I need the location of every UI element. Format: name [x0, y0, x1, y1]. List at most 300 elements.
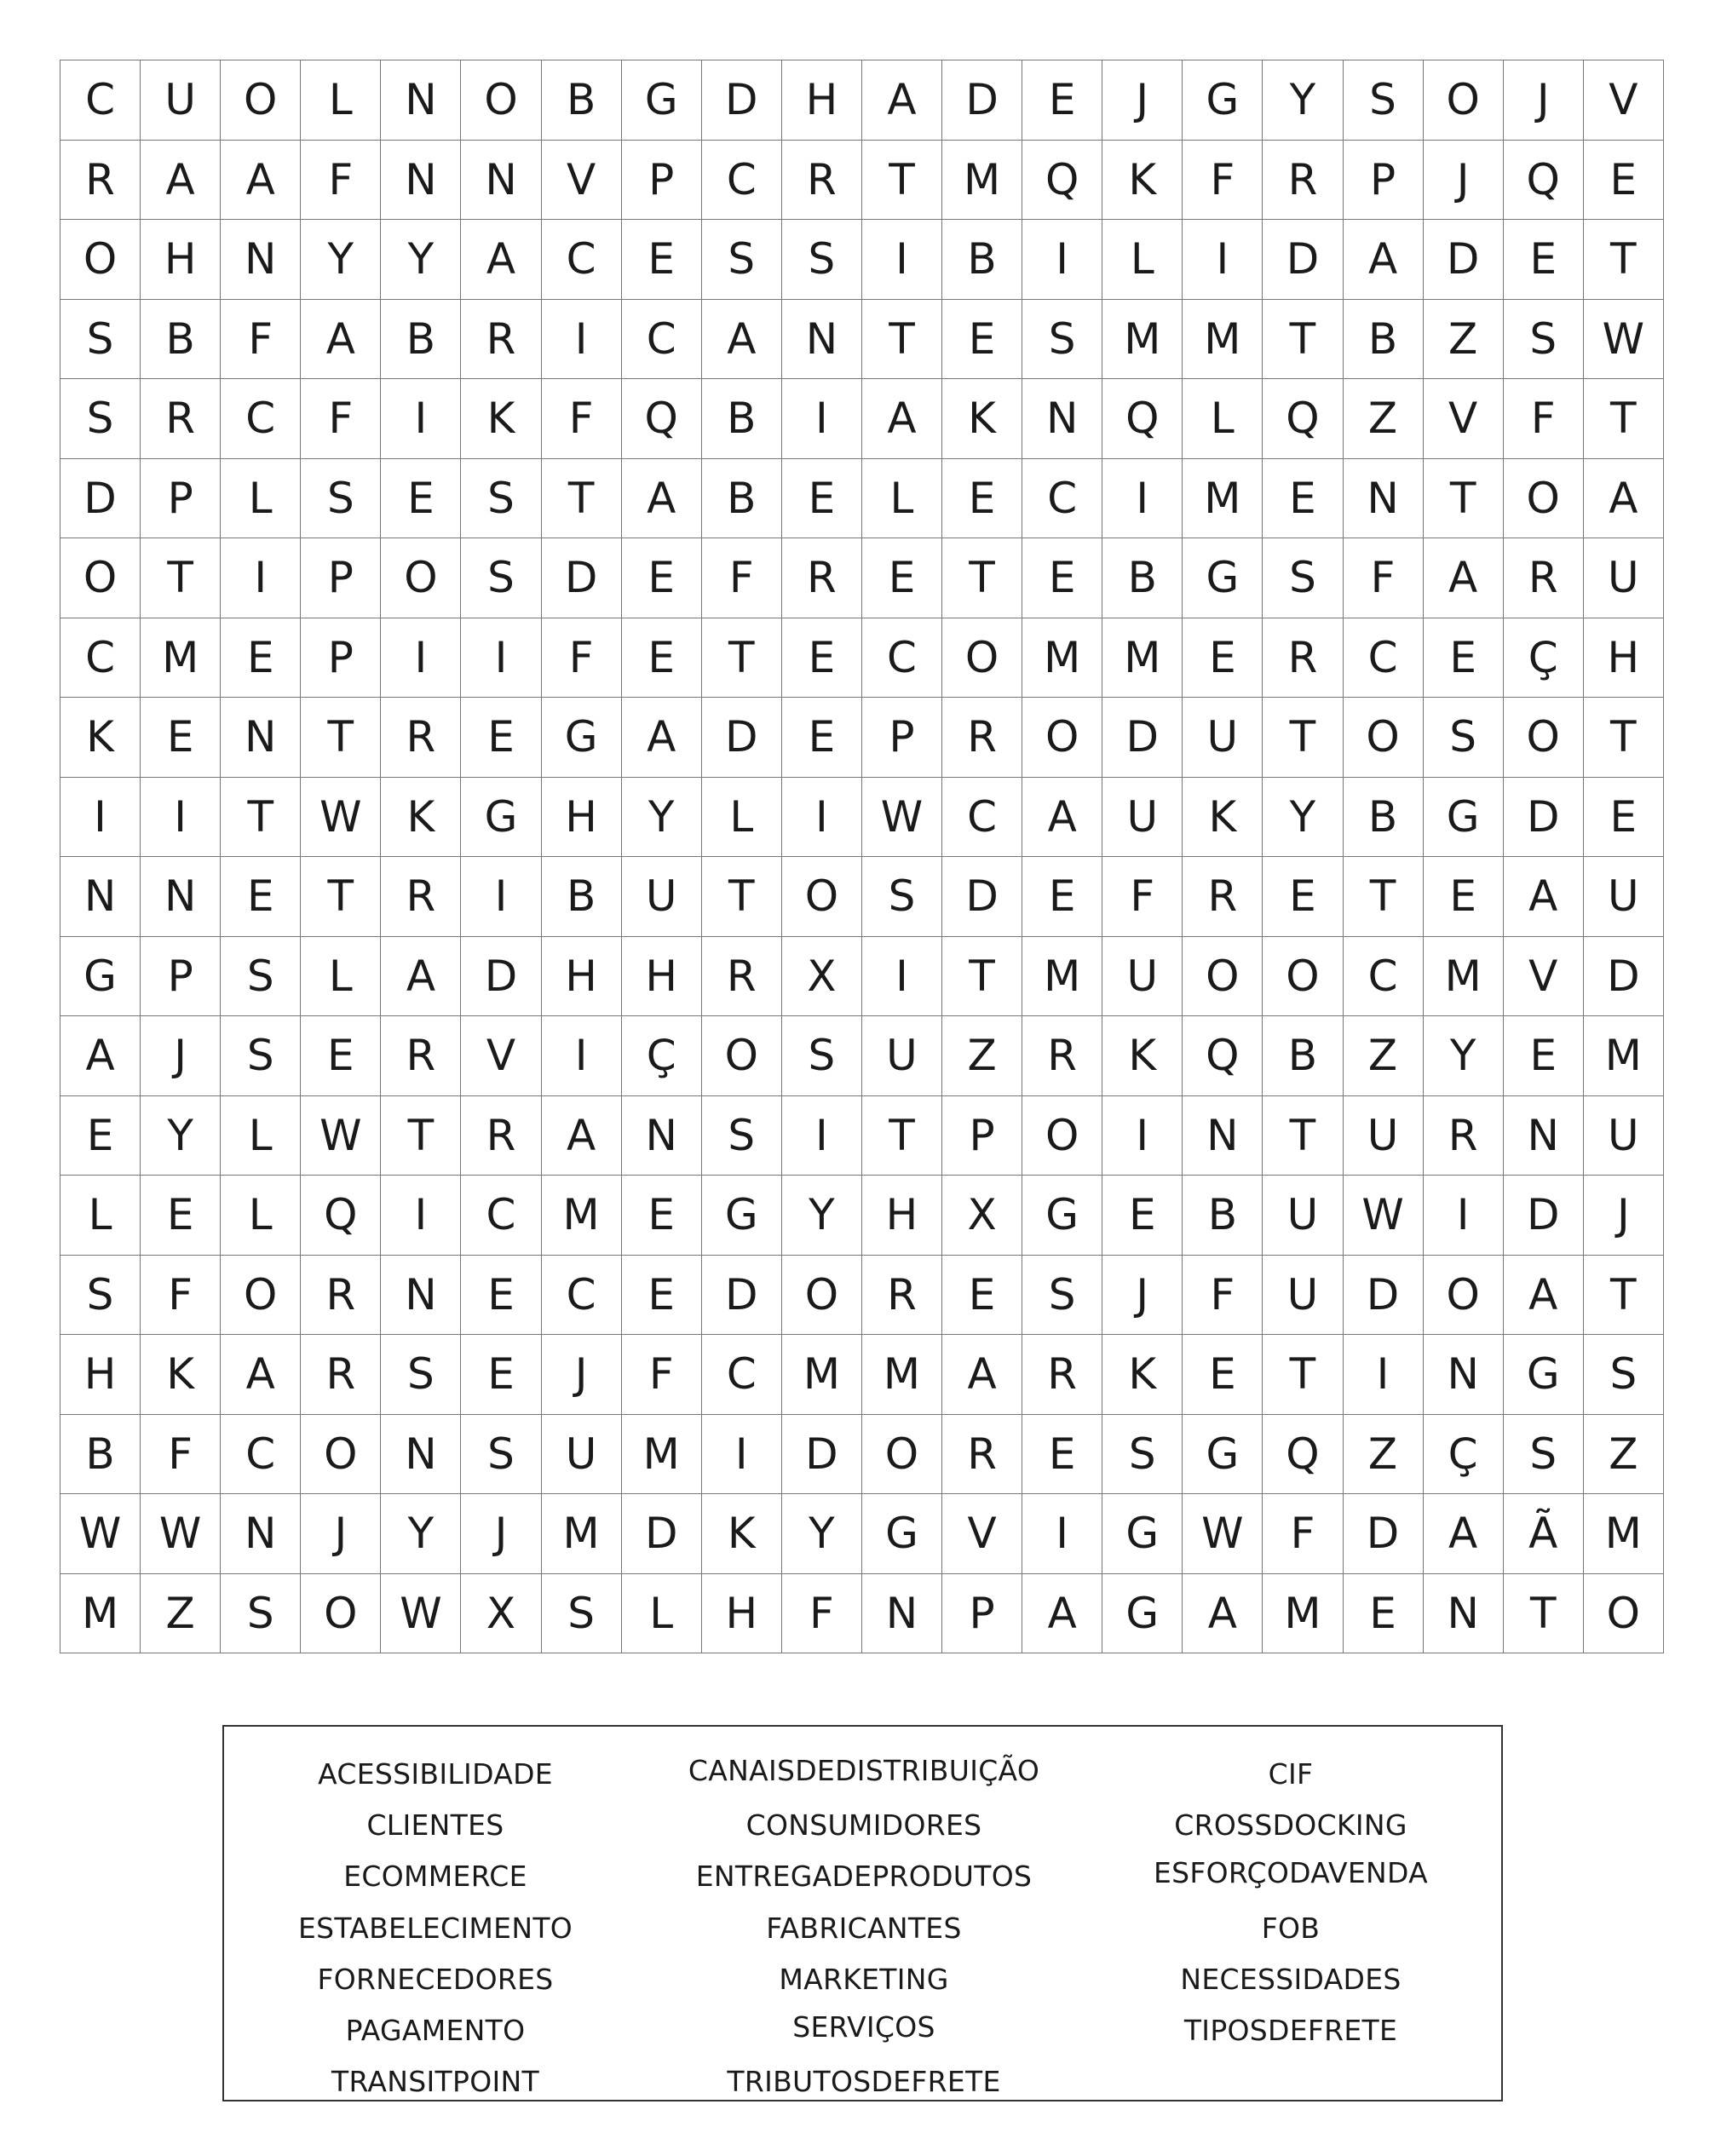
grid-cell[interactable]: G: [1503, 1335, 1583, 1415]
grid-cell[interactable]: S: [1263, 538, 1343, 618]
grid-cell[interactable]: N: [381, 60, 461, 141]
grid-cell[interactable]: T: [942, 936, 1022, 1016]
grid-cell[interactable]: S: [1503, 1414, 1583, 1494]
grid-cell[interactable]: R: [381, 698, 461, 778]
grid-cell[interactable]: D: [781, 1414, 861, 1494]
grid-cell[interactable]: J: [1102, 1255, 1183, 1335]
grid-cell[interactable]: W: [1343, 1176, 1423, 1256]
grid-cell[interactable]: R: [1183, 857, 1263, 937]
grid-cell[interactable]: M: [781, 1335, 861, 1415]
grid-cell[interactable]: T: [1583, 1255, 1663, 1335]
grid-cell[interactable]: G: [1183, 1414, 1263, 1494]
grid-cell[interactable]: A: [1423, 1494, 1503, 1574]
grid-cell[interactable]: F: [141, 1255, 221, 1335]
grid-cell[interactable]: Ç: [621, 1016, 701, 1096]
grid-cell[interactable]: L: [221, 1095, 301, 1176]
grid-cell[interactable]: E: [301, 1016, 381, 1096]
grid-cell[interactable]: G: [1022, 1176, 1102, 1256]
grid-cell[interactable]: D: [1263, 220, 1343, 300]
grid-cell[interactable]: D: [1503, 1176, 1583, 1256]
grid-cell[interactable]: Z: [141, 1573, 221, 1653]
grid-cell[interactable]: Y: [301, 220, 381, 300]
grid-cell[interactable]: E: [621, 1176, 701, 1256]
grid-cell[interactable]: S: [701, 220, 781, 300]
grid-cell[interactable]: F: [701, 538, 781, 618]
grid-cell[interactable]: O: [1423, 1255, 1503, 1335]
grid-cell[interactable]: J: [1423, 140, 1503, 220]
grid-cell[interactable]: U: [1102, 936, 1183, 1016]
grid-cell[interactable]: W: [381, 1573, 461, 1653]
grid-cell[interactable]: U: [141, 60, 221, 141]
grid-cell[interactable]: E: [942, 458, 1022, 538]
grid-cell[interactable]: J: [541, 1335, 621, 1415]
grid-cell[interactable]: R: [1263, 618, 1343, 698]
grid-cell[interactable]: R: [60, 140, 141, 220]
grid-cell[interactable]: M: [1022, 936, 1102, 1016]
grid-cell[interactable]: C: [461, 1176, 541, 1256]
grid-cell[interactable]: A: [141, 140, 221, 220]
grid-cell[interactable]: W: [301, 777, 381, 857]
grid-cell[interactable]: D: [1343, 1494, 1423, 1574]
grid-cell[interactable]: C: [221, 1414, 301, 1494]
grid-cell[interactable]: C: [221, 379, 301, 459]
grid-cell[interactable]: F: [1343, 538, 1423, 618]
grid-cell[interactable]: A: [1583, 458, 1663, 538]
grid-cell[interactable]: E: [781, 618, 861, 698]
grid-cell[interactable]: E: [781, 698, 861, 778]
grid-cell[interactable]: P: [301, 618, 381, 698]
grid-cell[interactable]: T: [701, 857, 781, 937]
grid-cell[interactable]: K: [461, 379, 541, 459]
grid-cell[interactable]: Z: [1423, 299, 1503, 379]
grid-cell[interactable]: H: [60, 1335, 141, 1415]
grid-cell[interactable]: I: [1102, 458, 1183, 538]
grid-cell[interactable]: K: [701, 1494, 781, 1574]
grid-cell[interactable]: Q: [1102, 379, 1183, 459]
grid-cell[interactable]: R: [781, 538, 861, 618]
grid-cell[interactable]: C: [1022, 458, 1102, 538]
grid-cell[interactable]: F: [1503, 379, 1583, 459]
grid-cell[interactable]: F: [1263, 1494, 1343, 1574]
grid-cell[interactable]: S: [381, 1335, 461, 1415]
grid-cell[interactable]: A: [1022, 777, 1102, 857]
grid-cell[interactable]: V: [541, 140, 621, 220]
grid-cell[interactable]: D: [701, 698, 781, 778]
grid-cell[interactable]: L: [60, 1176, 141, 1256]
grid-cell[interactable]: R: [381, 1016, 461, 1096]
grid-cell[interactable]: N: [1183, 1095, 1263, 1176]
grid-cell[interactable]: S: [60, 1255, 141, 1335]
grid-cell[interactable]: T: [541, 458, 621, 538]
grid-cell[interactable]: C: [1343, 618, 1423, 698]
grid-cell[interactable]: U: [861, 1016, 941, 1096]
grid-cell[interactable]: P: [141, 936, 221, 1016]
grid-cell[interactable]: S: [461, 538, 541, 618]
grid-cell[interactable]: V: [461, 1016, 541, 1096]
grid-cell[interactable]: X: [781, 936, 861, 1016]
grid-cell[interactable]: S: [461, 1414, 541, 1494]
grid-cell[interactable]: R: [1263, 140, 1343, 220]
grid-cell[interactable]: R: [1423, 1095, 1503, 1176]
grid-cell[interactable]: K: [942, 379, 1022, 459]
grid-cell[interactable]: N: [141, 857, 221, 937]
grid-cell[interactable]: O: [861, 1414, 941, 1494]
grid-cell[interactable]: U: [1583, 1095, 1663, 1176]
grid-cell[interactable]: G: [1102, 1573, 1183, 1653]
grid-cell[interactable]: R: [781, 140, 861, 220]
grid-cell[interactable]: N: [861, 1573, 941, 1653]
grid-cell[interactable]: R: [861, 1255, 941, 1335]
grid-cell[interactable]: M: [60, 1573, 141, 1653]
grid-cell[interactable]: U: [1102, 777, 1183, 857]
grid-cell[interactable]: C: [701, 140, 781, 220]
grid-cell[interactable]: F: [141, 1414, 221, 1494]
grid-cell[interactable]: O: [1343, 698, 1423, 778]
grid-cell[interactable]: M: [1583, 1016, 1663, 1096]
grid-cell[interactable]: I: [461, 618, 541, 698]
grid-cell[interactable]: N: [781, 299, 861, 379]
grid-cell[interactable]: A: [621, 698, 701, 778]
grid-cell[interactable]: Z: [1343, 1016, 1423, 1096]
grid-cell[interactable]: N: [381, 1255, 461, 1335]
grid-cell[interactable]: T: [301, 857, 381, 937]
grid-cell[interactable]: N: [461, 140, 541, 220]
grid-cell[interactable]: P: [621, 140, 701, 220]
grid-cell[interactable]: M: [1022, 618, 1102, 698]
grid-cell[interactable]: O: [60, 220, 141, 300]
grid-cell[interactable]: A: [301, 299, 381, 379]
grid-cell[interactable]: T: [1583, 698, 1663, 778]
grid-cell[interactable]: E: [461, 1335, 541, 1415]
grid-cell[interactable]: E: [221, 857, 301, 937]
grid-cell[interactable]: B: [381, 299, 461, 379]
grid-cell[interactable]: T: [861, 1095, 941, 1176]
grid-cell[interactable]: C: [60, 60, 141, 141]
grid-cell[interactable]: U: [1343, 1095, 1423, 1176]
grid-cell[interactable]: B: [942, 220, 1022, 300]
grid-cell[interactable]: E: [141, 1176, 221, 1256]
grid-cell[interactable]: N: [1343, 458, 1423, 538]
grid-cell[interactable]: S: [221, 1016, 301, 1096]
grid-cell[interactable]: B: [701, 458, 781, 538]
grid-cell[interactable]: E: [781, 458, 861, 538]
grid-cell[interactable]: Y: [621, 777, 701, 857]
grid-cell[interactable]: L: [861, 458, 941, 538]
grid-cell[interactable]: Y: [1263, 777, 1343, 857]
grid-cell[interactable]: M: [621, 1414, 701, 1494]
grid-cell[interactable]: C: [942, 777, 1022, 857]
grid-cell[interactable]: Ç: [1503, 618, 1583, 698]
grid-cell[interactable]: F: [1102, 857, 1183, 937]
grid-cell[interactable]: O: [60, 538, 141, 618]
grid-cell[interactable]: G: [461, 777, 541, 857]
grid-cell[interactable]: I: [1183, 220, 1263, 300]
grid-cell[interactable]: O: [221, 1255, 301, 1335]
grid-cell[interactable]: C: [541, 1255, 621, 1335]
grid-cell[interactable]: M: [1102, 618, 1183, 698]
grid-cell[interactable]: U: [621, 857, 701, 937]
grid-cell[interactable]: H: [141, 220, 221, 300]
grid-cell[interactable]: A: [1343, 220, 1423, 300]
grid-cell[interactable]: A: [541, 1095, 621, 1176]
grid-cell[interactable]: S: [60, 299, 141, 379]
grid-cell[interactable]: T: [1343, 857, 1423, 937]
grid-cell[interactable]: I: [221, 538, 301, 618]
grid-cell[interactable]: N: [60, 857, 141, 937]
grid-cell[interactable]: I: [1343, 1335, 1423, 1415]
grid-cell[interactable]: E: [1102, 1176, 1183, 1256]
grid-cell[interactable]: A: [861, 60, 941, 141]
grid-cell[interactable]: S: [301, 458, 381, 538]
grid-cell[interactable]: E: [861, 538, 941, 618]
grid-cell[interactable]: B: [1343, 299, 1423, 379]
grid-cell[interactable]: A: [461, 220, 541, 300]
grid-cell[interactable]: A: [60, 1016, 141, 1096]
grid-cell[interactable]: E: [1183, 618, 1263, 698]
grid-cell[interactable]: T: [1503, 1573, 1583, 1653]
grid-cell[interactable]: P: [942, 1573, 1022, 1653]
grid-cell[interactable]: F: [301, 379, 381, 459]
grid-cell[interactable]: O: [1423, 60, 1503, 141]
grid-cell[interactable]: F: [541, 379, 621, 459]
grid-cell[interactable]: T: [1263, 1335, 1343, 1415]
grid-cell[interactable]: O: [221, 60, 301, 141]
grid-cell[interactable]: W: [141, 1494, 221, 1574]
grid-cell[interactable]: N: [621, 1095, 701, 1176]
grid-cell[interactable]: D: [1343, 1255, 1423, 1335]
grid-cell[interactable]: Q: [1022, 140, 1102, 220]
grid-cell[interactable]: S: [221, 936, 301, 1016]
grid-cell[interactable]: I: [781, 379, 861, 459]
grid-cell[interactable]: G: [701, 1176, 781, 1256]
grid-cell[interactable]: D: [1503, 777, 1583, 857]
grid-cell[interactable]: E: [1583, 140, 1663, 220]
grid-cell[interactable]: L: [621, 1573, 701, 1653]
grid-cell[interactable]: I: [1022, 220, 1102, 300]
grid-cell[interactable]: K: [141, 1335, 221, 1415]
grid-cell[interactable]: E: [621, 538, 701, 618]
grid-cell[interactable]: M: [1263, 1573, 1343, 1653]
grid-cell[interactable]: A: [221, 140, 301, 220]
grid-cell[interactable]: K: [1102, 140, 1183, 220]
grid-cell[interactable]: E: [1423, 618, 1503, 698]
grid-cell[interactable]: I: [541, 1016, 621, 1096]
grid-cell[interactable]: I: [701, 1414, 781, 1494]
grid-cell[interactable]: S: [541, 1573, 621, 1653]
grid-cell[interactable]: F: [541, 618, 621, 698]
grid-cell[interactable]: M: [1183, 458, 1263, 538]
grid-cell[interactable]: P: [141, 458, 221, 538]
grid-cell[interactable]: I: [381, 1176, 461, 1256]
grid-cell[interactable]: R: [461, 299, 541, 379]
grid-cell[interactable]: E: [461, 1255, 541, 1335]
grid-cell[interactable]: E: [60, 1095, 141, 1176]
grid-cell[interactable]: S: [1343, 60, 1423, 141]
grid-cell[interactable]: B: [1263, 1016, 1343, 1096]
grid-cell[interactable]: S: [60, 379, 141, 459]
grid-cell[interactable]: M: [541, 1494, 621, 1574]
grid-cell[interactable]: D: [1423, 220, 1503, 300]
grid-cell[interactable]: E: [621, 1255, 701, 1335]
grid-cell[interactable]: E: [942, 299, 1022, 379]
grid-cell[interactable]: M: [1423, 936, 1503, 1016]
grid-cell[interactable]: E: [221, 618, 301, 698]
grid-cell[interactable]: T: [221, 777, 301, 857]
grid-cell[interactable]: C: [861, 618, 941, 698]
grid-cell[interactable]: H: [781, 60, 861, 141]
grid-cell[interactable]: P: [861, 698, 941, 778]
grid-cell[interactable]: B: [701, 379, 781, 459]
grid-cell[interactable]: H: [541, 777, 621, 857]
grid-cell[interactable]: O: [781, 857, 861, 937]
grid-cell[interactable]: H: [1583, 618, 1663, 698]
grid-cell[interactable]: Y: [381, 1494, 461, 1574]
grid-cell[interactable]: U: [1583, 538, 1663, 618]
grid-cell[interactable]: R: [301, 1335, 381, 1415]
grid-cell[interactable]: T: [1263, 1095, 1343, 1176]
grid-cell[interactable]: C: [621, 299, 701, 379]
grid-cell[interactable]: O: [1263, 936, 1343, 1016]
grid-cell[interactable]: T: [701, 618, 781, 698]
grid-cell[interactable]: O: [461, 60, 541, 141]
grid-cell[interactable]: F: [301, 140, 381, 220]
grid-cell[interactable]: B: [1343, 777, 1423, 857]
grid-cell[interactable]: Y: [1263, 60, 1343, 141]
grid-cell[interactable]: J: [141, 1016, 221, 1096]
grid-cell[interactable]: M: [1583, 1494, 1663, 1574]
grid-cell[interactable]: O: [301, 1573, 381, 1653]
grid-cell[interactable]: V: [942, 1494, 1022, 1574]
grid-cell[interactable]: E: [1022, 538, 1102, 618]
grid-cell[interactable]: B: [541, 60, 621, 141]
grid-cell[interactable]: I: [381, 379, 461, 459]
grid-cell[interactable]: L: [1102, 220, 1183, 300]
grid-cell[interactable]: A: [861, 379, 941, 459]
grid-cell[interactable]: L: [301, 60, 381, 141]
grid-cell[interactable]: W: [301, 1095, 381, 1176]
grid-cell[interactable]: D: [60, 458, 141, 538]
grid-cell[interactable]: A: [1183, 1573, 1263, 1653]
grid-cell[interactable]: V: [1583, 60, 1663, 141]
grid-cell[interactable]: D: [1583, 936, 1663, 1016]
grid-cell[interactable]: G: [861, 1494, 941, 1574]
grid-cell[interactable]: W: [861, 777, 941, 857]
grid-cell[interactable]: W: [60, 1494, 141, 1574]
grid-cell[interactable]: R: [942, 1414, 1022, 1494]
grid-cell[interactable]: T: [1583, 379, 1663, 459]
grid-cell[interactable]: A: [1022, 1573, 1102, 1653]
grid-cell[interactable]: I: [781, 1095, 861, 1176]
grid-cell[interactable]: R: [1503, 538, 1583, 618]
grid-cell[interactable]: M: [1183, 299, 1263, 379]
grid-cell[interactable]: R: [942, 698, 1022, 778]
grid-cell[interactable]: N: [221, 220, 301, 300]
grid-cell[interactable]: E: [1583, 777, 1663, 857]
grid-cell[interactable]: L: [1183, 379, 1263, 459]
grid-cell[interactable]: S: [781, 220, 861, 300]
grid-cell[interactable]: I: [141, 777, 221, 857]
grid-cell[interactable]: I: [1022, 1494, 1102, 1574]
grid-cell[interactable]: I: [541, 299, 621, 379]
grid-cell[interactable]: V: [1503, 936, 1583, 1016]
grid-cell[interactable]: E: [1503, 1016, 1583, 1096]
grid-cell[interactable]: X: [461, 1573, 541, 1653]
grid-cell[interactable]: C: [541, 220, 621, 300]
grid-cell[interactable]: E: [1183, 1335, 1263, 1415]
grid-cell[interactable]: E: [942, 1255, 1022, 1335]
grid-cell[interactable]: Y: [781, 1494, 861, 1574]
grid-cell[interactable]: E: [141, 698, 221, 778]
grid-cell[interactable]: G: [1102, 1494, 1183, 1574]
grid-cell[interactable]: E: [1022, 1414, 1102, 1494]
grid-cell[interactable]: E: [1503, 220, 1583, 300]
grid-cell[interactable]: O: [1503, 458, 1583, 538]
grid-cell[interactable]: P: [1343, 140, 1423, 220]
grid-cell[interactable]: D: [701, 60, 781, 141]
grid-cell[interactable]: C: [701, 1335, 781, 1415]
grid-cell[interactable]: U: [541, 1414, 621, 1494]
grid-cell[interactable]: C: [1343, 936, 1423, 1016]
grid-cell[interactable]: J: [1102, 60, 1183, 141]
grid-cell[interactable]: T: [1263, 299, 1343, 379]
grid-cell[interactable]: G: [621, 60, 701, 141]
grid-cell[interactable]: E: [1022, 857, 1102, 937]
grid-cell[interactable]: N: [221, 1494, 301, 1574]
grid-cell[interactable]: B: [541, 857, 621, 937]
grid-cell[interactable]: Y: [1423, 1016, 1503, 1096]
grid-cell[interactable]: T: [1583, 220, 1663, 300]
grid-cell[interactable]: D: [461, 936, 541, 1016]
grid-cell[interactable]: S: [1102, 1414, 1183, 1494]
grid-cell[interactable]: O: [301, 1414, 381, 1494]
grid-cell[interactable]: U: [1263, 1176, 1343, 1256]
grid-cell[interactable]: T: [381, 1095, 461, 1176]
grid-cell[interactable]: G: [1183, 60, 1263, 141]
grid-cell[interactable]: U: [1583, 857, 1663, 937]
grid-cell[interactable]: W: [1183, 1494, 1263, 1574]
grid-cell[interactable]: T: [861, 299, 941, 379]
grid-cell[interactable]: R: [141, 379, 221, 459]
grid-cell[interactable]: Ã: [1503, 1494, 1583, 1574]
grid-cell[interactable]: Z: [942, 1016, 1022, 1096]
grid-cell[interactable]: B: [60, 1414, 141, 1494]
grid-cell[interactable]: A: [1503, 857, 1583, 937]
grid-cell[interactable]: L: [301, 936, 381, 1016]
grid-cell[interactable]: L: [221, 458, 301, 538]
grid-cell[interactable]: D: [621, 1494, 701, 1574]
grid-cell[interactable]: D: [541, 538, 621, 618]
grid-cell[interactable]: N: [1503, 1095, 1583, 1176]
grid-cell[interactable]: S: [221, 1573, 301, 1653]
grid-cell[interactable]: S: [1423, 698, 1503, 778]
grid-cell[interactable]: Ç: [1423, 1414, 1503, 1494]
grid-cell[interactable]: Q: [1263, 379, 1343, 459]
grid-cell[interactable]: S: [781, 1016, 861, 1096]
grid-cell[interactable]: D: [942, 857, 1022, 937]
grid-cell[interactable]: T: [141, 538, 221, 618]
grid-cell[interactable]: N: [381, 1414, 461, 1494]
grid-cell[interactable]: N: [1022, 379, 1102, 459]
grid-cell[interactable]: A: [942, 1335, 1022, 1415]
grid-cell[interactable]: Z: [1583, 1414, 1663, 1494]
grid-cell[interactable]: H: [541, 936, 621, 1016]
grid-cell[interactable]: R: [701, 936, 781, 1016]
grid-cell[interactable]: J: [1503, 60, 1583, 141]
grid-cell[interactable]: Q: [1263, 1414, 1343, 1494]
grid-cell[interactable]: O: [1583, 1573, 1663, 1653]
grid-cell[interactable]: O: [942, 618, 1022, 698]
grid-cell[interactable]: R: [381, 857, 461, 937]
